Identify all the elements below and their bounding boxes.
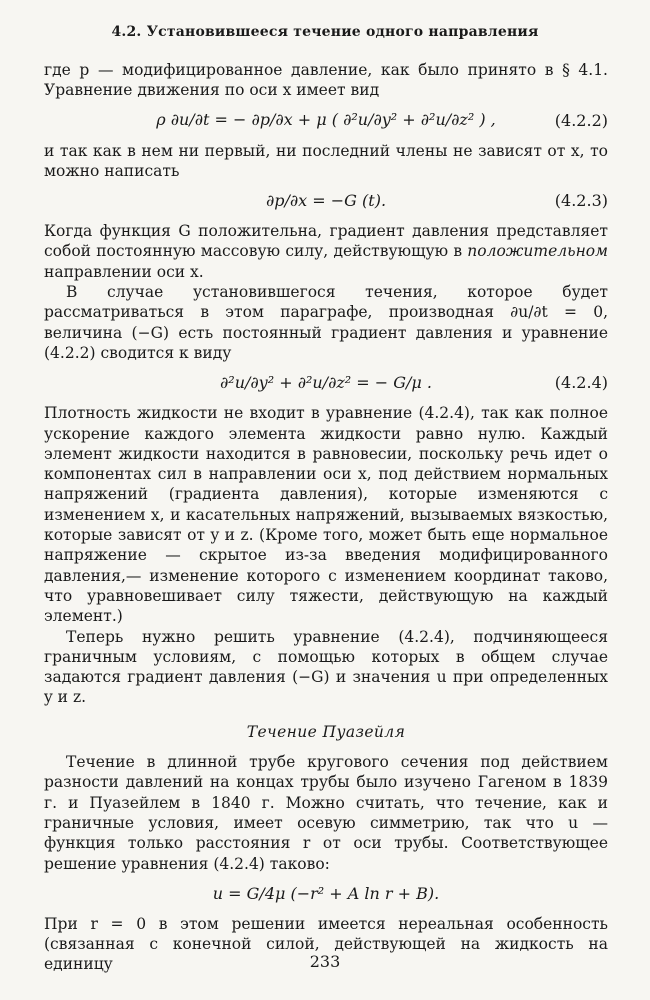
paragraph-1: где p — модифицированное давление, как было принято в § 4.1. Уравнение движения по оси x имеет вид xyxy=(44,61,608,100)
paragraph-6: Теперь нужно решить уравнение (4.2.4), подчиняющееся граничным условиям, с помощью которых в общем случае задаются градиент давления (−G) и значения u при определенных y и z. xyxy=(44,627,608,707)
running-title: 4.2. Установившееся течение одного направления xyxy=(111,24,539,40)
paragraph-5: Плотность жидкости не входит в уравнение (4.2.4), так как полное ускорение каждого элемента жидкости равно нулю. Каждый элемент жидкости находится в равновесии, поскольку речь идет о компонентах сил в направлении оси x, под действием нормальных напряжений (градиента давления), которые изменяются с изменением x, и касательных напряжений, вызываемых вязкостью, которые зависят от y и z. (Кроме того, может быть еще нормальное напряжение — скрытое из-за введения модифицированного давления,— изменение которого с изменением координат таково, что уравновешивает силу тяжести, действующую на каждый элемент.) xyxy=(44,404,608,626)
equation-4-2-4 xyxy=(44,363,608,403)
paragraph-2: и так как в нем ни первый, ни последний члены не зависят от x, то можно написать xyxy=(44,141,608,180)
page-number: 233 xyxy=(309,952,341,971)
equation-number-4-2-3: (4.2.3) xyxy=(554,191,608,211)
paragraph-3-text-c: направлении оси x. xyxy=(44,262,204,281)
page-body xyxy=(44,60,608,975)
equation-4-2-3 xyxy=(44,181,608,221)
equation-poiseuille-solution xyxy=(44,874,608,914)
equation-4-2-2 xyxy=(44,101,608,141)
equation-4-2-3-formula: ∂p/∂x = −G (t). xyxy=(265,191,387,211)
paragraph-8: При r = 0 в этом решении имеется нереальная особенность (связанная с конечной силой, действующей на жидкость на единицу xyxy=(44,914,608,974)
paragraph-3-text-a: Когда функция G положительна, градиент давления представляет собой постоянную массовую силу, действующую в xyxy=(44,222,608,261)
section-heading: Течение Пуазейля xyxy=(246,722,406,741)
paragraph-3 xyxy=(44,221,608,282)
equation-number-4-2-4: (4.2.4) xyxy=(554,373,608,393)
equation-number-4-2-2: (4.2.2) xyxy=(554,110,608,130)
paragraph-3-emphasis: положительном xyxy=(467,242,608,261)
paragraph-4: В случае установившегося течения, которое будет рассматриваться в этом параграфе, производная ∂u/∂t = 0, величина (−G) есть постоянный градиент давления и уравнение (4.2.2) сводится к виду xyxy=(44,283,608,362)
paragraph-7: Течение в длинной трубе кругового сечения под действием разности давлений на концах трубы было изучено Гагеном в 1839 г. и Пуазейлем в 1840 г. Можно считать, что течение, как и граничные условия, имеет осевую симметрию, так что u — функция только расстояния r от оси трубы. Соответствующее решение уравнения (4.2.4) таково: xyxy=(44,753,608,873)
equation-poiseuille-formula: u = G/4μ (−r² + A ln r + B). xyxy=(212,883,440,903)
equation-4-2-4-formula: ∂²u/∂y² + ∂²u/∂z² = − G/μ . xyxy=(220,373,432,393)
equation-4-2-2-lhs: ρ ∂u/∂t xyxy=(156,110,210,130)
equation-4-2-2-rhs: = − ∂p/∂x + μ ( ∂²u/∂y² + ∂²u/∂z² ) , xyxy=(214,110,496,130)
